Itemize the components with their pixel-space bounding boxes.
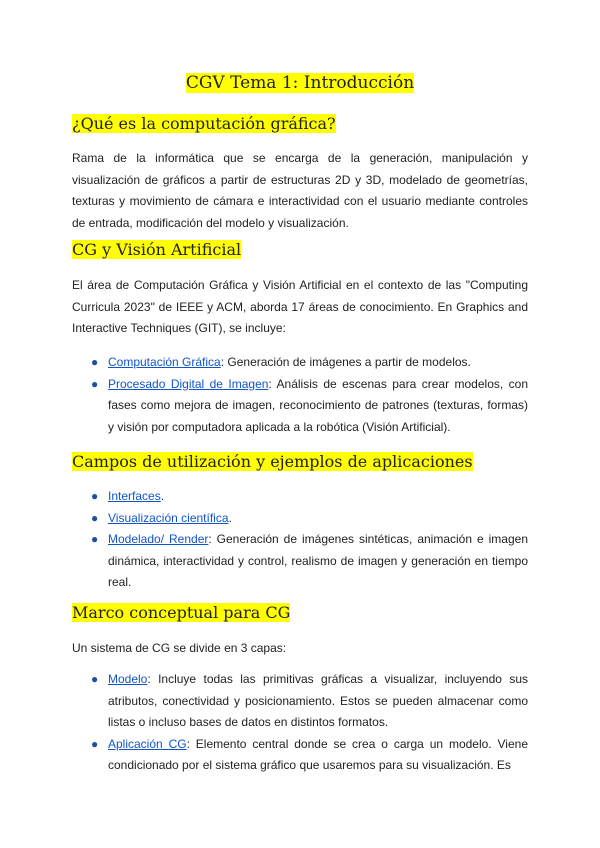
- link-modelado-render[interactable]: Modelado/ Render: [108, 532, 209, 546]
- section-heading-cg-vision-artificial: CG y Visión Artificial: [72, 240, 242, 259]
- bullet-list: [72, 352, 528, 438]
- link-visualizacion-cientifica[interactable]: Visualización científica: [108, 510, 229, 525]
- list-item-text: : Elemento central donde se crea o carga un modelo. Viene condicionado por el sistema gráfico que usaremos para su visualización. Es: [108, 736, 528, 772]
- bullet-icon: ●: [91, 376, 99, 391]
- link-interfaces[interactable]: Interfaces: [108, 489, 161, 503]
- list-item: [72, 352, 528, 374]
- link-modelo[interactable]: Modelo: [108, 672, 148, 686]
- section-paragraph: Un sistema de CG se divide en 3 capas:: [72, 641, 287, 655]
- bullet-icon: ●: [91, 532, 99, 546]
- link-aplicacion-cg[interactable]: Aplicación CG: [108, 736, 187, 751]
- bullet-icon: ●: [91, 672, 99, 686]
- link-procesado-digital[interactable]: Procesado Digital de Imagen: [108, 376, 269, 391]
- list-item: [72, 529, 528, 594]
- list-item: [72, 486, 528, 508]
- list-item-text: : Incluye todas las primitivas gráficas a visualizar, incluyendo sus atributos, conectividad y posicionamiento. Estos se pueden almacenar como listas o incluso bases de datos en distintos formatos.: [108, 672, 528, 729]
- list-item-text: : Generación de imágenes a partir de modelos.: [220, 355, 471, 369]
- link-computacion-grafica[interactable]: Computación Gráfica: [108, 355, 221, 369]
- list-item-text: : Generación de imágenes sintéticas, animación e imagen dinámica, interactividad y control, realismo de imagen y generación en tiempo real.: [108, 532, 528, 589]
- bullet-icon: ●: [91, 355, 99, 369]
- list-item: [72, 669, 528, 734]
- list-item: [72, 734, 528, 777]
- list-item: [72, 508, 528, 530]
- section-heading-campos-utilizacion: Campos de utilización y ejemplos de aplicaciones: [72, 452, 473, 471]
- section-paragraph: El área de Computación Gráfica y Visión Artificial en el contexto de las "Computing Curricula 2023" de IEEE y ACM, aborda 17 áreas de conocimiento. En Graphics and Interactive Techniques (GIT), se incluye:: [72, 278, 528, 335]
- list-item: [72, 374, 528, 439]
- list-item-text: .: [160, 489, 165, 503]
- section-paragraph: Rama de la informática que se encarga de la generación, manipulación y visualización de gráficos a partir de estructuras 2D y 3D, modelado de geometrías, texturas y movimiento de cámara e interactividad con el usuario mediante controles de entrada, modificación del modelo y visualización.: [72, 151, 528, 230]
- page-title: CGV Tema 1: Introducción: [185, 73, 415, 93]
- bullet-list: [72, 486, 528, 594]
- section-heading-computacion-grafica: ¿Qué es la computación gráfica?: [72, 114, 336, 133]
- list-item-text: .: [228, 510, 232, 525]
- list-item-text: : Análisis de escenas para crear modelos, con fases como mejora de imagen, reconocimiento de patrones (texturas, formas) y visión por computadora aplicada a la robótica (Visión Artificial).: [108, 376, 528, 434]
- section-heading-marco-conceptual: Marco conceptual para CG: [72, 603, 291, 622]
- bullet-icon: ●: [91, 489, 99, 503]
- bullet-icon: ●: [91, 510, 99, 525]
- bullet-icon: ●: [91, 736, 99, 751]
- bullet-list: [72, 669, 528, 777]
